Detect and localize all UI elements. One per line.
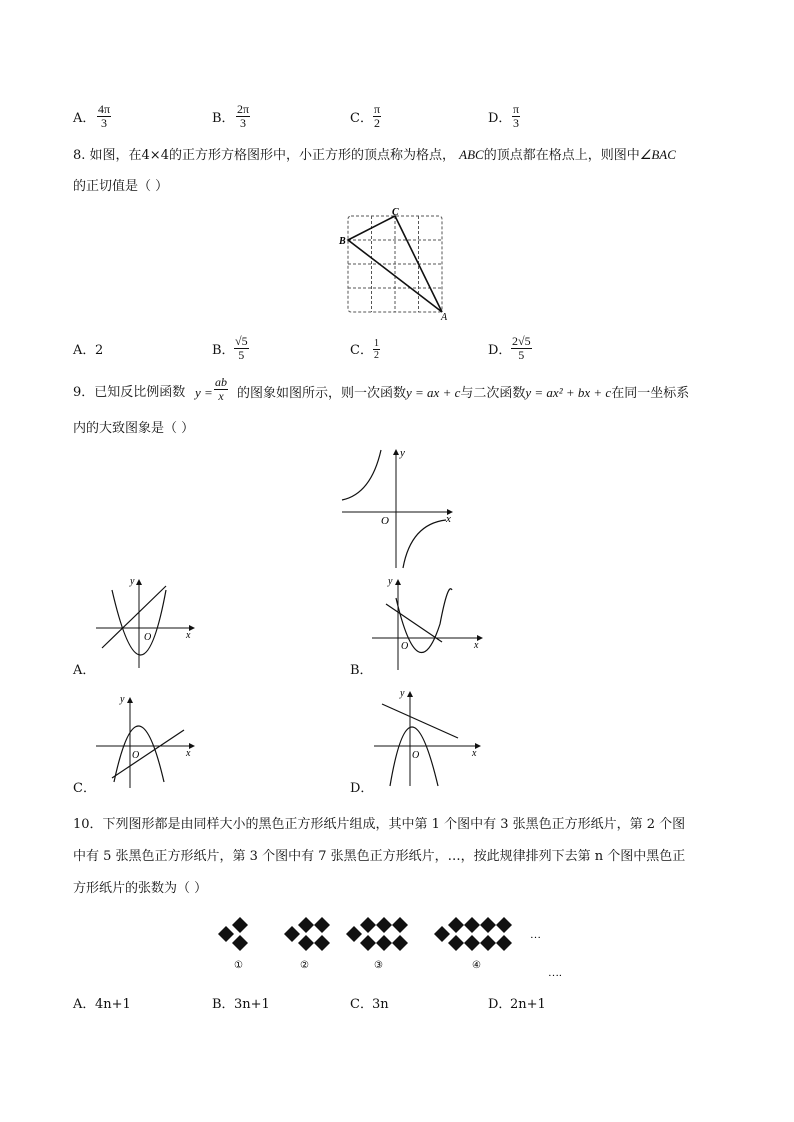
q9-hyperbola-figure [336, 442, 466, 572]
q9-stem-line1-rest: 的图象如图所示，则一次函数y = ax + c与二次函数y = ax² + bx + c在同一坐标系 [237, 385, 690, 401]
q10-option-b-value: 3n+1 [234, 997, 270, 1012]
q9-option-c-graph[interactable] [94, 690, 204, 790]
q7-option-b-value: $\frac{2\pi}{3}$ [237, 102, 250, 130]
svg-text:y: y [400, 688, 405, 699]
black-square-piece [496, 935, 512, 951]
svg-text:x: x [474, 640, 479, 651]
svg-text:y: y [388, 576, 393, 587]
q10-stem-line3: 方形纸片的张数为（ ） [73, 881, 208, 896]
svg-text:O: O [132, 750, 140, 761]
svg-text:O: O [144, 632, 152, 643]
q8-stem-line2: 的正切值是（ ） [73, 179, 169, 194]
q8-stem-line1: 8. 如图，在4×4的正方形方格图形中，小正方形的顶点称为格点， ABC的顶点都在格点上，则图中∠BAC [73, 147, 676, 163]
q9-y-equals: y = [195, 385, 213, 400]
q8-option-c-value: $\frac{1}{2}$ [374, 338, 379, 361]
black-square-piece [448, 917, 464, 933]
q7-option-a-value: $\frac{4\pi}{3}$ [98, 102, 111, 130]
pattern-label-4: ④ [472, 960, 481, 971]
hyperbola-branch-lower-right [403, 520, 446, 568]
q8-option-b-label[interactable]: B． [212, 343, 235, 358]
q8-option-d-label[interactable]: D． [488, 343, 512, 358]
black-square-piece [232, 917, 248, 933]
origin-label: O [381, 515, 389, 527]
black-square-piece [360, 935, 376, 951]
black-square-piece [232, 935, 248, 951]
q8-option-b-value: $\frac{√5}{5}$ [235, 334, 248, 362]
black-square-piece [298, 917, 314, 933]
hyperbola-branch-upper-left [342, 450, 381, 500]
pattern-label-3: ③ [374, 960, 383, 971]
black-square-piece [448, 935, 464, 951]
q10-pattern-figure [218, 910, 578, 980]
black-square-piece [392, 935, 408, 951]
pattern-label-2: ② [300, 960, 309, 971]
black-square-piece [298, 935, 314, 951]
q10-option-c-value: 3n [372, 997, 389, 1012]
svg-text:x: x [472, 748, 477, 759]
q10-option-b-label[interactable]: B． [212, 997, 235, 1012]
x-axis-label: x [446, 513, 451, 525]
svg-text:O: O [401, 641, 409, 652]
svg-text:y: y [120, 694, 125, 705]
black-square-piece [346, 926, 362, 942]
black-square-piece [314, 917, 330, 933]
svg-text:y: y [130, 576, 135, 587]
q9-option-b-graph[interactable] [370, 572, 500, 672]
q9-option-d-label[interactable]: D． [350, 781, 374, 796]
q8-option-a-label[interactable]: A． [73, 343, 96, 358]
pattern-pieces [218, 917, 512, 951]
vertex-label-b: B [339, 236, 346, 247]
q7-option-a-label[interactable]: A． [73, 111, 96, 126]
q10-option-d-value: 2n+1 [510, 997, 546, 1012]
q10-option-a-label[interactable]: A． [73, 997, 96, 1012]
pattern-ellipsis-top: … [530, 929, 541, 941]
black-square-piece [314, 935, 330, 951]
vertex-label-a: A [441, 312, 448, 323]
black-square-piece [376, 935, 392, 951]
q9-stem-line1: 9．已知反比例函数 [73, 385, 186, 400]
q8-option-a-value: 2 [95, 343, 104, 358]
black-square-piece [434, 926, 450, 942]
svg-text:O: O [412, 750, 420, 761]
q9-option-c-label[interactable]: C． [73, 781, 96, 796]
q10-stem-line2: 中有 5 张黑色正方形纸片，第 3 个图中有 7 张黑色正方形纸片，…，按此规律排列下去第 n 个图中黑色正 [73, 849, 686, 864]
q10-option-c-label[interactable]: C． [350, 997, 373, 1012]
q7-option-c-label[interactable]: C． [350, 111, 373, 126]
q8-grid-figure [338, 207, 448, 323]
q9-stem-line2: 内的大致图象是（ ） [73, 421, 195, 436]
q9-option-a-label[interactable]: A． [73, 663, 96, 678]
q9-option-b-label[interactable]: B． [350, 663, 373, 678]
q10-option-a-value: 4n+1 [95, 997, 131, 1012]
q7-option-b-label[interactable]: B． [212, 111, 235, 126]
q7-option-c-value: $\frac{\pi}{2}$ [374, 102, 381, 130]
black-square-piece [376, 917, 392, 933]
q7-option-d-label[interactable]: D． [488, 111, 512, 126]
q10-stem-line1: 10．下列图形都是由同样大小的黑色正方形纸片组成，其中第 1 个图中有 3 张黑色正方形纸片，第 2 个图 [73, 817, 686, 832]
black-square-piece [464, 917, 480, 933]
grid-lines [348, 216, 442, 312]
q9-option-d-graph[interactable] [372, 688, 492, 788]
svg-text:x: x [186, 630, 191, 641]
vertex-label-c: C [392, 207, 399, 218]
y-axis-label: y [400, 447, 405, 459]
pattern-label-1: ① [234, 960, 243, 971]
q10-option-d-label[interactable]: D． [488, 997, 512, 1012]
black-square-piece [284, 926, 300, 942]
q7-option-d-value: $\frac{\pi}{3}$ [513, 102, 520, 130]
black-square-piece [480, 935, 496, 951]
pattern-ellipsis-bottom: …. [548, 967, 562, 979]
black-square-piece [480, 917, 496, 933]
black-square-piece [218, 926, 234, 942]
black-square-piece [360, 917, 376, 933]
black-square-piece [464, 935, 480, 951]
q8-option-c-label[interactable]: C． [350, 343, 373, 358]
q9-option-a-graph[interactable] [94, 570, 204, 670]
black-square-piece [496, 917, 512, 933]
svg-text:x: x [186, 748, 191, 759]
black-square-piece [392, 917, 408, 933]
q9-inverse-fraction: $\frac{ab}{x}$ [215, 375, 227, 403]
q8-option-d-value: $\frac{2√5}{5}$ [512, 334, 531, 362]
